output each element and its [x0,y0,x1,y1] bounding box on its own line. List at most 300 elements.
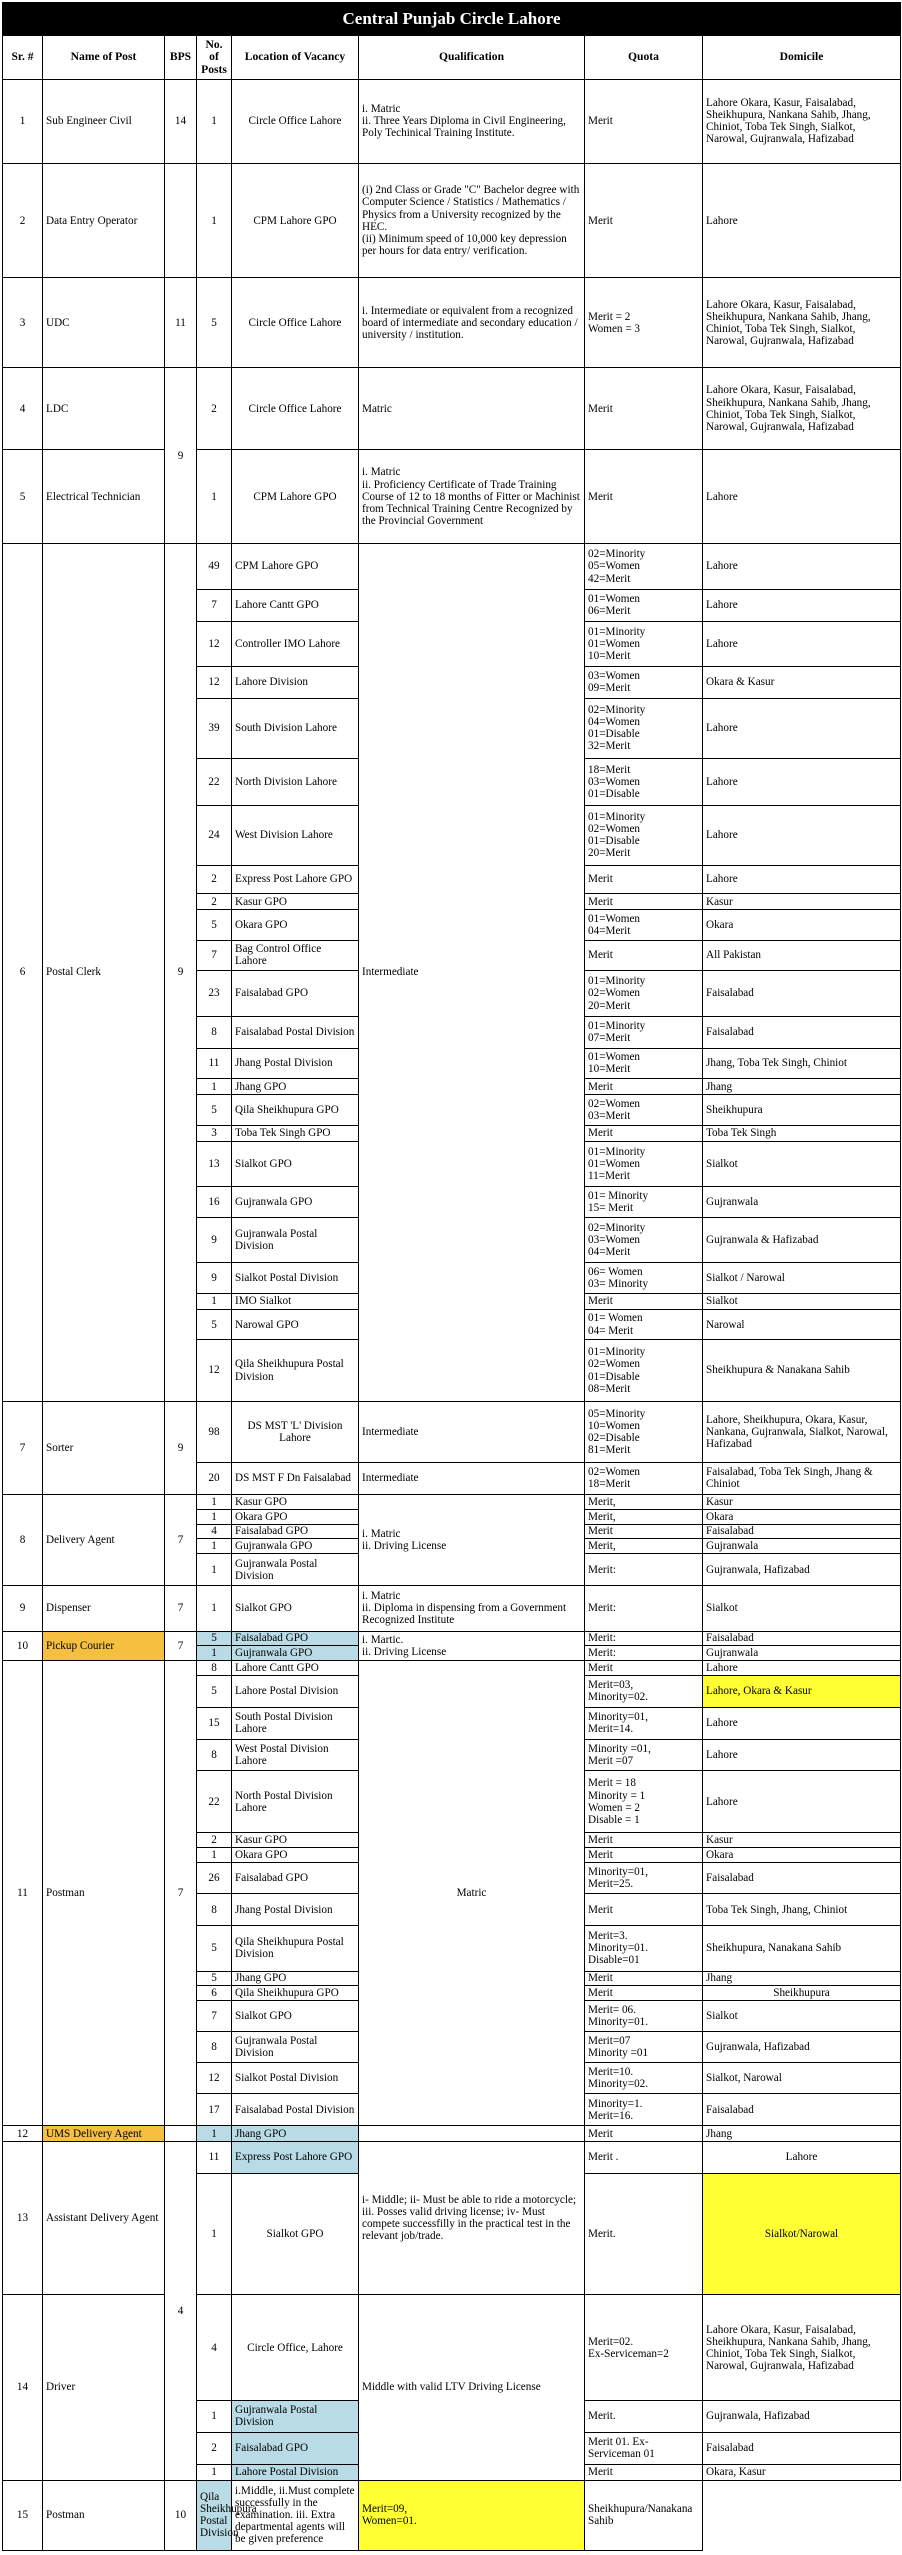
quota-cell: 01= Minority 15= Merit [585,1187,703,1218]
bps-cell: 7 [165,1586,197,1631]
post-cell: Postman [43,2480,165,2550]
posts-cell: 1 [197,2401,232,2433]
domicile-cell: Okara [703,910,901,941]
domicile-cell: Lahore, Okara & Kasur [703,1676,901,1708]
domicile-cell: Lahore [703,758,901,805]
posts-cell: 7 [197,940,232,971]
table-row [3,1661,901,1676]
bps-cell: 7 [165,1661,197,2126]
qualification-cell: i. Intermediate or equivalent from a recognized board of intermediate and secondary education / university / institution. [359,278,585,368]
posts-cell: 1 [197,2464,232,2480]
domicile-cell: Lahore [703,1739,901,1771]
quota-cell: 03=Women 09=Merit [585,666,703,698]
posts-cell: 1 [197,1079,232,1095]
posts-cell: 1 [197,1847,232,1862]
location-cell: DS MST 'L' Division Lahore [232,1401,359,1462]
post-cell: UMS Delivery Agent [43,2126,165,2142]
qualification-cell: (i) 2nd Class or Grade "C" Bachelor degree with Computer Science / Statistics / Mathematics / Physics from a University recognized by the HEC. (ii) Minimum speed of 10,000 key depression per hours for data entry/ verification. [359,163,585,278]
posts-cell: 5 [197,1095,232,1126]
domicile-cell: Faisalabad [703,1524,901,1539]
posts-cell: 7 [197,2001,232,2032]
sr-cell: 13 [3,2142,43,2295]
qualification-cell: i.Middle, ii.Must complete successfully in the examination. iii. Extra departmental agents will be given preference [232,2480,359,2550]
location-cell: North Postal Division Lahore [232,1771,359,1832]
posts-cell: 12 [197,2062,232,2094]
domicile-cell: Lahore [703,163,901,278]
table-row [3,163,901,278]
qualification-cell: i. Matric ii. Driving License [359,1494,585,1585]
domicile-cell: All Pakistan [703,940,901,971]
domicile-cell: Kasur [703,1494,901,1509]
location-cell: Sialkot GPO [232,1586,359,1631]
domicile-cell: Lahore [703,621,901,666]
domicile-cell: Okara [703,1509,901,1524]
quota-cell: Merit, [585,1494,703,1509]
qualification-cell: i. Matric ii. Proficiency Certificate of Trade Training Course of 12 to 18 months of Fitter or Machinist from Technical Training Centre Recognized by the Provincial Government [359,450,585,544]
quota-cell: Merit [585,1293,703,1309]
location-cell: Faisalabad GPO [232,1524,359,1539]
location-cell: Controller IMO Lahore [232,621,359,666]
location-cell: Sialkot GPO [232,1141,359,1186]
posts-cell: 24 [197,805,232,865]
page-title: Central Punjab Circle Lahore [3,3,901,36]
posts-cell: 2 [197,894,232,910]
quota-cell: Merit: [585,1646,703,1661]
domicile-cell: Lahore [703,1771,901,1832]
quota-cell: Merit . [585,2142,703,2174]
posts-cell: 4 [197,1524,232,1539]
post-cell: Driver [43,2295,165,2480]
quota-cell: Merit=09, Women=01. [359,2480,585,2550]
header-domicile: Domicile [703,35,901,79]
posts-cell: 1 [197,1646,232,1661]
quota-cell: 01=Minority 01=Women 10=Merit [585,621,703,666]
domicile-cell: Lahore [703,589,901,621]
quota-cell: Merit [585,1894,703,1926]
quota-cell: Merit [585,450,703,544]
domicile-cell: Kasur [703,894,901,910]
posts-cell: 8 [197,1661,232,1676]
posts-cell: 12 [197,1340,232,1401]
posts-cell: 12 [197,621,232,666]
qualification-cell: i- Middle; ii- Must be able to ride a motorcycle; iii. Posses valid driving license; iv- Must compete successfilly in the practical test in the relevant job/trade. [359,2142,585,2295]
post-cell: Dispenser [43,1586,165,1631]
domicile-cell: Sheikhupura/Nanakana Sahib [585,2480,703,2550]
quota-cell: Merit = 2 Women = 3 [585,278,703,368]
qualification-cell: Intermediate [359,1401,585,1462]
location-cell: Okara GPO [232,910,359,941]
posts-cell: 22 [197,1771,232,1832]
post-cell: Sub Engineer Civil [43,79,165,163]
quota-cell: 01=Women 10=Merit [585,1048,703,1079]
location-cell: Qila Sheikhupura GPO [232,1986,359,2001]
post-cell: UDC [43,278,165,368]
domicile-cell: Sheikhupura, Nanakana Sahib [703,1926,901,1971]
table-row [3,544,901,589]
location-cell: Faisalabad GPO [232,1862,359,1894]
domicile-cell: Gujranwala [703,1539,901,1554]
quota-cell: 01=Minority 01=Women 11=Merit [585,1141,703,1186]
domicile-cell: Faisalabad [703,1631,901,1646]
table-row [3,368,901,450]
table-row [3,450,901,544]
domicile-cell: Jhang, Toba Tek Singh, Chiniot [703,1048,901,1079]
domicile-cell: Lahore Okara, Kasur, Faisalabad, Sheikhupura, Nankana Sahib, Jhang, Chiniot, Toba Tek Singh, Sialkot, Narowal, Gujranwala, Hafizabad [703,2295,901,2401]
posts-cell: 4 [197,2295,232,2401]
posts-cell: 49 [197,544,232,589]
domicile-cell: Lahore Okara, Kasur, Faisalabad, Sheikhupura, Nankana Sahib, Jhang, Chiniot, Toba Tek Singh, Sialkot, Narowal, Gujranwala, Hafizabad [703,278,901,368]
table-row [3,2126,901,2142]
domicile-cell: Faisalabad [703,1016,901,1048]
location-cell: Narowal GPO [232,1309,359,1340]
sr-cell: 12 [3,2126,43,2142]
sr-cell: 7 [3,1401,43,1494]
location-cell: Gujranwala Postal Division [232,1554,359,1586]
location-cell: Gujranwala GPO [232,1646,359,1661]
domicile-cell: Lahore Okara, Kasur, Faisalabad, Sheikhupura, Nankana Sahib, Jhang, Chiniot, Toba Tek Singh, Sialkot, Narowal, Gujranwala, Hafizabad [703,368,901,450]
posts-cell: 23 [197,971,232,1016]
location-cell: Jhang Postal Division [232,1894,359,1926]
quota-cell: Merit [585,1832,703,1847]
qualification-cell: Matric [359,368,585,450]
bps-cell: 14 [165,79,197,163]
sr-cell: 9 [3,1586,43,1631]
domicile-cell: Sheikhupura [703,1095,901,1126]
sr-cell: 2 [3,163,43,278]
sr-cell: 4 [3,368,43,450]
posts-cell: 5 [197,1676,232,1708]
qualification-cell: i. Matric ii. Diploma in dispensing from a Government Recognized Institute [359,1586,585,1631]
quota-cell: Merit = 18 Minority = 1 Women = 2 Disable = 1 [585,1771,703,1832]
posts-cell: 5 [197,1309,232,1340]
location-cell: Sialkot GPO [232,2001,359,2032]
quota-cell: 01=Women 04=Merit [585,910,703,941]
post-cell: Assistant Delivery Agent [43,2142,165,2295]
quota-cell: Merit [585,1125,703,1141]
post-cell: LDC [43,368,165,450]
domicile-cell: Sheikhupura & Nanakana Sahib [703,1340,901,1401]
domicile-cell: Sialkot / Narowal [703,1263,901,1294]
quota-cell: Merit. [585,2401,703,2433]
header-quota: Quota [585,35,703,79]
location-cell: West Postal Division Lahore [232,1739,359,1771]
posts-cell: 2 [197,2432,232,2464]
posts-cell: 1 [197,450,232,544]
location-cell: Gujranwala Postal Division [232,2401,359,2433]
table-row [3,2480,901,2550]
posts-cell: 1 [197,1494,232,1509]
quota-cell: Merit, [585,1509,703,1524]
posts-cell: 17 [197,2094,232,2126]
domicile-cell: Kasur [703,1832,901,1847]
location-cell: Circle Office Lahore [232,278,359,368]
bps-cell [165,163,197,278]
quota-cell: Minority=01, Merit=14. [585,1707,703,1739]
table-row [3,2142,901,2174]
table-row [3,1586,901,1631]
location-cell: CPM Lahore GPO [232,544,359,589]
quota-cell: 01= Women 04= Merit [585,1309,703,1340]
posts-cell: 1 [197,1293,232,1309]
vacancy-table [2,2,901,2551]
posts-cell: 16 [197,1187,232,1218]
posts-cell: 1 [197,79,232,163]
domicile-cell: Toba Tek Singh, Jhang, Chiniot [703,1894,901,1926]
qualification-cell: Intermediate [359,544,585,1401]
quota-cell: Merit: [585,1631,703,1646]
location-cell: Jhang GPO [232,2126,359,2142]
location-cell: Faisalabad Postal Division [232,2094,359,2126]
post-cell: Pickup Courier [43,1631,165,1661]
location-cell: Qila Sheikhupura GPO [232,1095,359,1126]
location-cell: South Division Lahore [232,698,359,758]
quota-cell: 02=Minority 05=Women 42=Merit [585,544,703,589]
location-cell: West Division Lahore [232,805,359,865]
table-row [3,2295,901,2401]
domicile-cell: Lahore [703,544,901,589]
quota-cell: 01=Minority 02=Women 20=Merit [585,971,703,1016]
domicile-cell: Lahore [703,450,901,544]
posts-cell: 5 [197,1631,232,1646]
sr-cell: 15 [3,2480,43,2550]
location-cell: IMO Sialkot [232,1293,359,1309]
quota-cell: Merit [585,1524,703,1539]
quota-cell: Merit [585,1986,703,2001]
posts-cell: 8 [197,1016,232,1048]
location-cell: Kasur GPO [232,1832,359,1847]
domicile-cell: Sialkot [703,2001,901,2032]
quota-cell: Merit [585,1971,703,1986]
quota-cell: Merit [585,2464,703,2480]
quota-cell: Merit [585,1847,703,1862]
location-cell: Lahore Cantt GPO [232,1661,359,1676]
posts-cell: 10 [165,2480,197,2550]
posts-cell: 1 [197,1586,232,1631]
posts-cell: 7 [197,589,232,621]
quota-cell: 01=Minority 02=Women 01=Disable 08=Merit [585,1340,703,1401]
location-cell: Lahore Cantt GPO [232,589,359,621]
quota-cell: Merit=3. Minority=01. Disable=01 [585,1926,703,1971]
sr-cell: 11 [3,1661,43,2126]
qualification-cell: Intermediate [359,1463,585,1495]
location-cell: Lahore Postal Division [232,1676,359,1708]
quota-cell: Minority=01, Merit=25. [585,1862,703,1894]
domicile-cell: Gujranwala [703,1187,901,1218]
quota-cell: Merit [585,368,703,450]
quota-cell: Merit: [585,1554,703,1586]
qualification-cell: Matric [359,1661,585,2126]
location-cell: Jhang GPO [232,1079,359,1095]
domicile-cell: Lahore [703,1661,901,1676]
location-cell: Kasur GPO [232,894,359,910]
domicile-cell: Lahore [703,2142,901,2174]
domicile-cell: Lahore [703,698,901,758]
sr-cell: 1 [3,79,43,163]
table-row [3,1401,901,1462]
location-cell: Qila Sheikhupura Postal Division [197,2480,232,2550]
posts-cell: 26 [197,1862,232,1894]
domicile-cell: Lahore, Sheikhupura, Okara, Kasur, Nankana, Gujranwala, Sialkot, Narowal, Hafizabad [703,1401,901,1462]
domicile-cell: Sialkot [703,1586,901,1631]
location-cell: Gujranwala GPO [232,1187,359,1218]
header-sr: Sr. # [3,35,43,79]
domicile-cell: Sheikhupura [703,1986,901,2001]
quota-cell: Merit [585,79,703,163]
quota-cell: 06= Women 03= Minority [585,1263,703,1294]
location-cell: Gujranwala Postal Division [232,2031,359,2062]
table-row [3,1494,901,1509]
posts-cell: 2 [197,865,232,893]
posts-cell: 9 [197,1217,232,1262]
location-cell: Jhang Postal Division [232,1048,359,1079]
sr-cell: 8 [3,1494,43,1585]
quota-cell: 01=Minority 02=Women 01=Disable 20=Merit [585,805,703,865]
quota-cell: 01=Minority 07=Merit [585,1016,703,1048]
quota-cell: Minority =01, Merit =07 [585,1739,703,1771]
location-cell: Okara GPO [232,1509,359,1524]
posts-cell: 1 [197,1554,232,1586]
header-post: Name of Post [43,35,165,79]
domicile-cell: Gujranwala, Hafizabad [703,1554,901,1586]
location-cell: Faisalabad GPO [232,1631,359,1646]
location-cell: Circle Office Lahore [232,368,359,450]
posts-cell: 8 [197,2031,232,2062]
domicile-cell: Jhang [703,2126,901,2142]
quota-cell: Merit=10. Minority=02. [585,2062,703,2094]
table-row [3,79,901,163]
location-cell: Faisalabad GPO [232,971,359,1016]
posts-cell: 5 [197,278,232,368]
domicile-cell: Sialkot [703,1293,901,1309]
domicile-cell: Sialkot/Narowal [703,2173,901,2295]
quota-cell: Merit [585,163,703,278]
domicile-cell: Jhang [703,1079,901,1095]
quota-cell: Minority=1. Merit=16. [585,2094,703,2126]
domicile-cell: Faisalabad [703,2094,901,2126]
domicile-cell: Jhang [703,1971,901,1986]
sr-cell: 3 [3,278,43,368]
quota-cell: Merit [585,2126,703,2142]
location-cell: Qila Sheikhupura Postal Division [232,1340,359,1401]
domicile-cell: Gujranwala, Hafizabad [703,2401,901,2433]
post-cell: Electrical Technician [43,450,165,544]
quota-cell: Merit= 06. Minority=01. [585,2001,703,2032]
location-cell: CPM Lahore GPO [232,163,359,278]
posts-cell: 1 [197,1539,232,1554]
quota-cell: Merit=07 Minority =01 [585,2031,703,2062]
header-qualification: Qualification [359,35,585,79]
domicile-cell: Lahore [703,1707,901,1739]
posts-cell: 5 [197,1971,232,1986]
location-cell: DS MST F Dn Faisalabad [232,1463,359,1495]
header-row [3,35,901,79]
post-cell: Sorter [43,1401,165,1494]
header-location: Location of Vacancy [232,35,359,79]
quota-cell: Merit=02. Ex-Serviceman=2 [585,2295,703,2401]
sr-cell: 5 [3,450,43,544]
qualification-cell: Middle with valid LTV Driving License [359,2295,585,2480]
domicile-cell: Lahore Okara, Kasur, Faisalabad, Sheikhupura, Nankana Sahib, Jhang, Chiniot, Toba Tek Singh, Sialkot, Narowal, Gujranwala, Hafizabad [703,79,901,163]
domicile-cell: Sialkot, Narowal [703,2062,901,2094]
bps-cell: 7 [165,1631,197,1661]
location-cell: Bag Control Office Lahore [232,940,359,971]
location-cell: Sialkot Postal Division [232,2062,359,2094]
post-cell: Postal Clerk [43,544,165,1401]
posts-cell: 9 [197,1263,232,1294]
quota-cell: Merit=03, Minority=02. [585,1676,703,1708]
location-cell: Lahore Division [232,666,359,698]
domicile-cell: Faisalabad [703,2432,901,2464]
location-cell: Jhang GPO [232,1971,359,1986]
sr-cell: 14 [3,2295,43,2480]
domicile-cell: Toba Tek Singh [703,1125,901,1141]
domicile-cell: Narowal [703,1309,901,1340]
posts-cell: 6 [197,1986,232,2001]
quota-cell: Merit, [585,1539,703,1554]
posts-cell: 15 [197,1707,232,1739]
domicile-cell: Faisalabad, Toba Tek Singh, Jhang & Chiniot [703,1463,901,1495]
quota-cell: 02=Minority 03=Women 04=Merit [585,1217,703,1262]
posts-cell: 8 [197,1739,232,1771]
quota-cell: 02=Minority 04=Women 01=Disable 32=Merit [585,698,703,758]
quota-cell: 02=Women 03=Merit [585,1095,703,1126]
location-cell: Faisalabad Postal Division [232,1016,359,1048]
domicile-cell: Gujranwala [703,1646,901,1661]
posts-cell: 39 [197,698,232,758]
location-cell: South Postal Division Lahore [232,1707,359,1739]
quota-cell: 05=Minority 10=Women 02=Disable 81=Merit [585,1401,703,1462]
sr-cell: 6 [3,544,43,1401]
posts-cell: 12 [197,666,232,698]
posts-cell: 22 [197,758,232,805]
domicile-cell: Lahore [703,805,901,865]
bps-cell: 7 [165,1494,197,1585]
bps-cell: 4 [165,2142,197,2480]
location-cell: Faisalabad GPO [232,2432,359,2464]
bps-cell: 11 [165,278,197,368]
posts-cell: 20 [197,1463,232,1495]
location-cell: Express Post Lahore GPO [232,865,359,893]
domicile-cell: Okara & Kasur [703,666,901,698]
domicile-cell: Okara [703,1847,901,1862]
domicile-cell: Sialkot [703,1141,901,1186]
posts-cell: 2 [197,368,232,450]
location-cell: Sialkot Postal Division [232,1263,359,1294]
quota-cell: 18=Merit 03=Women 01=Disable [585,758,703,805]
posts-cell: 2 [197,1832,232,1847]
qualification-cell: i. Matric ii. Three Years Diploma in Civil Engineering, Poly Techinical Training Institute. [359,79,585,163]
posts-cell: 1 [197,163,232,278]
header-posts: No. of Posts [197,35,232,79]
post-cell: Postman [43,1661,165,2126]
posts-cell: 5 [197,1926,232,1971]
domicile-cell: Faisalabad [703,1862,901,1894]
posts-cell: 1 [197,2126,232,2142]
quota-cell: Merit: [585,1586,703,1631]
sr-cell: 10 [3,1631,43,1661]
posts-cell: 1 [197,1509,232,1524]
quota-cell: 02=Women 18=Merit [585,1463,703,1495]
quota-cell: Merit [585,1079,703,1095]
location-cell: Okara GPO [232,1847,359,1862]
domicile-cell: Gujranwala, Hafizabad [703,2031,901,2062]
posts-cell: 98 [197,1401,232,1462]
posts-cell: 3 [197,1125,232,1141]
domicile-cell: Gujranwala & Hafizabad [703,1217,901,1262]
table-row [3,1631,901,1646]
location-cell: Lahore Postal Division [232,2464,359,2480]
quota-cell: Merit 01. Ex-Serviceman 01 [585,2432,703,2464]
